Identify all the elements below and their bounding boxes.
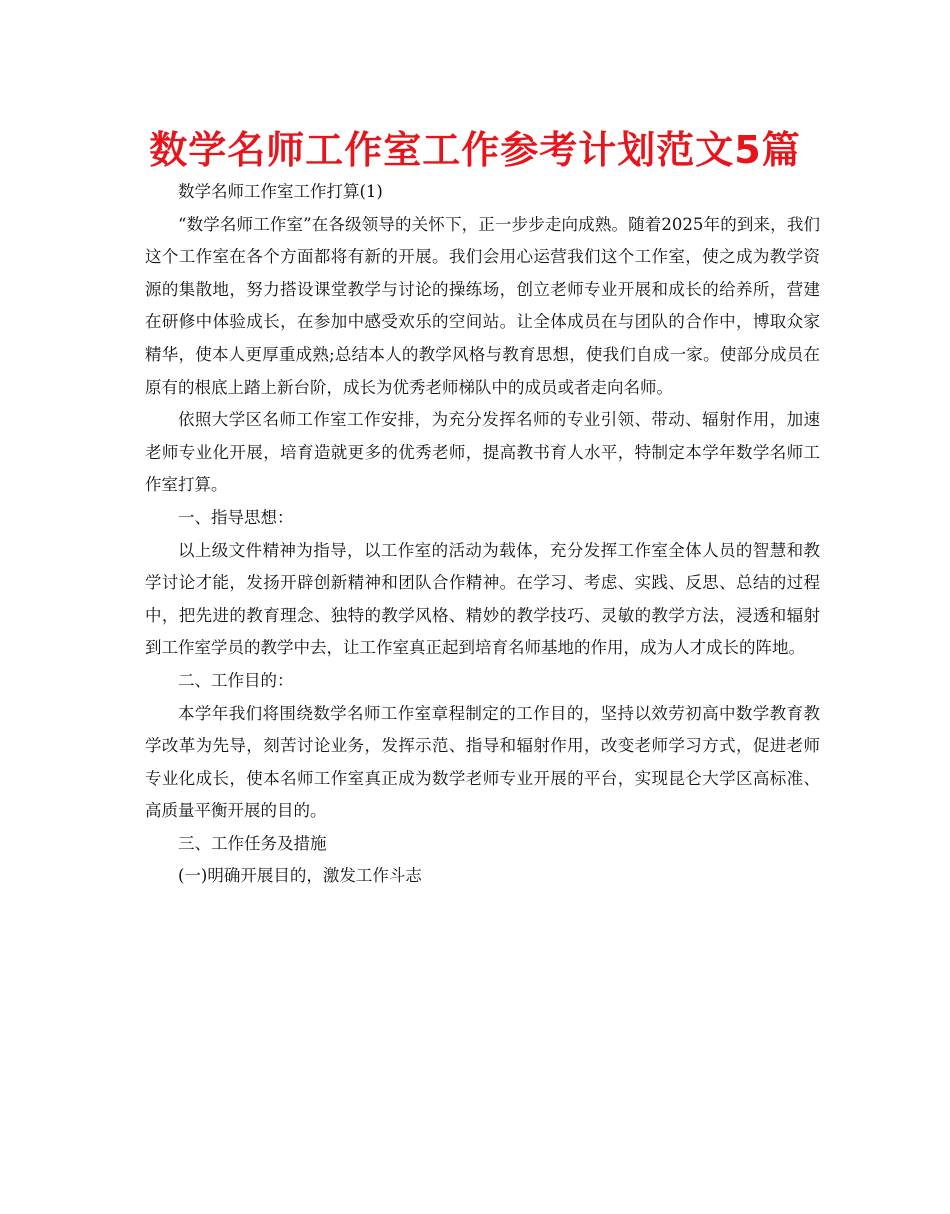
section-heading-guiding-thought: 一、指导思想： (178, 507, 294, 527)
section-heading-tasks: 三、工作任务及措施 (178, 833, 327, 853)
subtitle-paragraph: 数学名师工作室工作打算(1) (178, 182, 383, 201)
subsection-heading-goal: (一)明确开展目的，激发工作斗志 (178, 866, 422, 886)
arrangement-paragraph: 依照大学区名师工作室工作安排，为充分发挥名师的专业引领、带动、辐射作用，加速老师专业化开展，培育造就更多的优秀老师，提高教书育人水平，特制定本学年数学名师工作室打算。 (145, 410, 820, 495)
document-body (145, 176, 820, 893)
section-heading-work-goal: 二、工作目的： (178, 670, 294, 690)
work-goal-paragraph: 本学年我们将围绕数学名师工作室章程制定的工作目的，坚持以效劳初高中数学教育教学改革为先导，刻苦讨论业务，发挥示范、指导和辐射作用，改变老师学习方式，促进老师专业化成长，使本名师工作室真正成为数学老师专业开展的平台，实现昆仑大学区高标准、高质量平衡开展的目的。 (145, 703, 820, 821)
guiding-thought-paragraph: 以上级文件精神为指导，以工作室的活动为载体，充分发挥工作室全体人员的智慧和教学讨论才能，发扬开辟创新精神和团队合作精神。在学习、考虑、实践、反思、总结的过程中，把先进的教育理念、独特的教学风格、精妙的教学技巧、灵敏的教学方法，浸透和辐射到工作室学员的教学中去，让工作室真正起到培育名师基地的作用，成为人才成长的阵地。 (145, 540, 820, 658)
document-title: 数学名师工作室工作参考计划范文5篇 (149, 128, 801, 172)
intro-paragraph: “数学名师工作室”在各级领导的关怀下，正一步步走向成熟。随着2025年的到来，我们这个工作室在各个方面都将有新的开展。我们会用心运营我们这个工作室，使之成为教学资源的集散地，努力搭设课堂教学与讨论的操练场，创立老师专业开展和成长的给养所，营建在研修中体验成长，在参加中感受欢乐的空间站。让全体成员在与团队的合作中，博取众家精华，使本人更厚重成熟;总结本人的教学风格与教育思想，使我们自成一家。使部分成员在原有的根底上踏上新台阶，成长为优秀老师梯队中的成员或者走向名师。 (145, 214, 820, 397)
